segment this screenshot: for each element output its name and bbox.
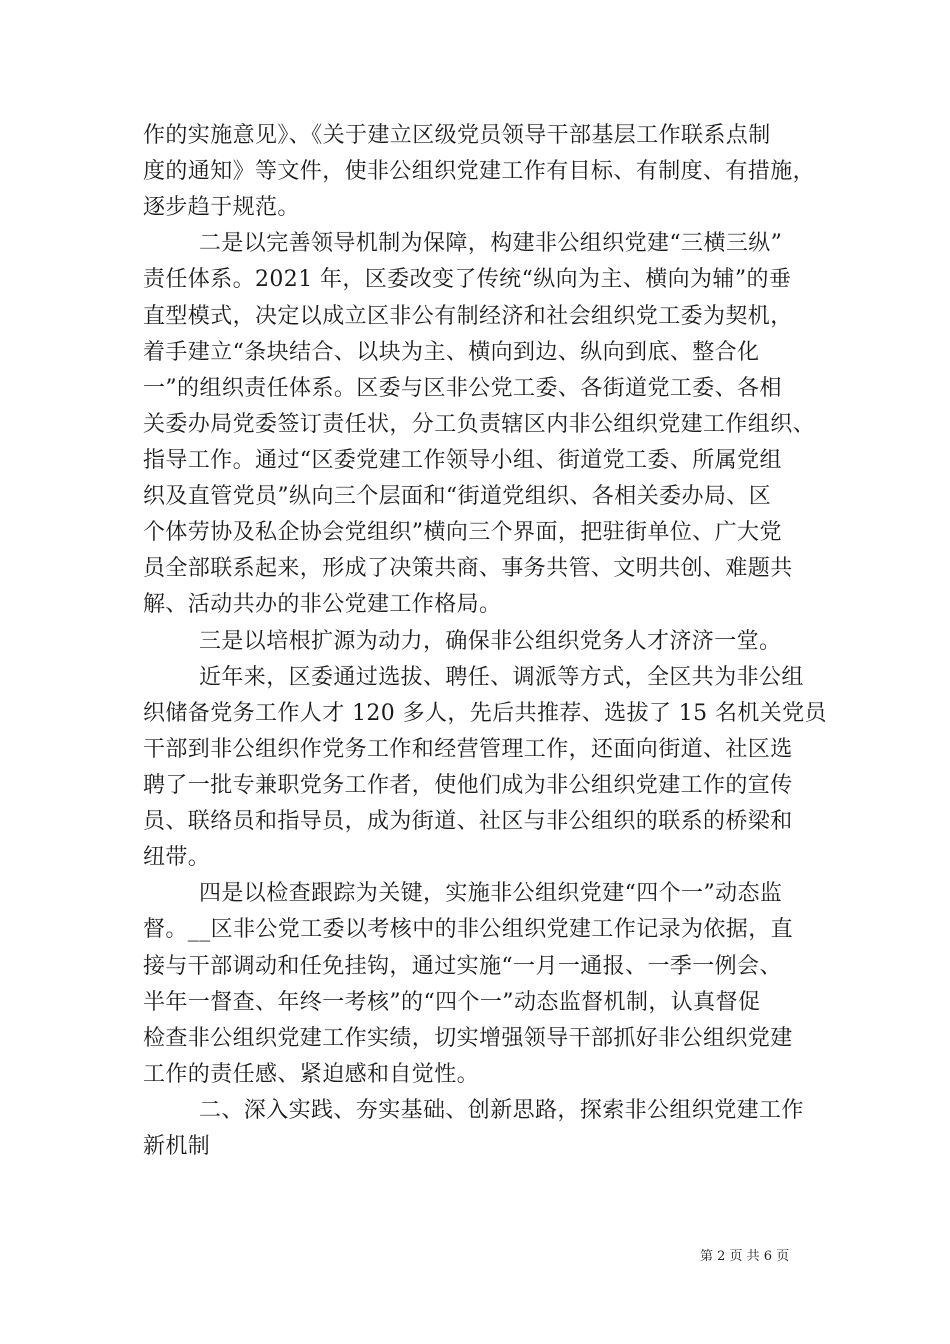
text-line: 责任体系。2021 年，区委改变了传统“纵向为主、横向为辅”的垂 <box>143 267 792 292</box>
text-line: 半年一督查、年终一考核”的“四个一”动态监督机制，认真督促 <box>143 990 761 1015</box>
paragraph-start-line: 四是以检查跟踪为关键，实施非公组织党建“四个一”动态监 <box>199 881 783 906</box>
text-line: 关委办局党委签订责任状，分工负责辖区内非公组织党建工作组织、 <box>143 412 816 437</box>
text-line: 织储备党务工作人才 120 多人，先后共推荐、选拔了 15 名机关党员 <box>143 701 827 726</box>
section-heading-line: 二、深入实践、夯实基础、创新思路，探索非公组织党建工作 <box>199 1098 804 1123</box>
paragraph-start-line: 三是以培根扩源为动力，确保非公组织党务人才济济一堂。 <box>199 629 782 654</box>
text-line: 员、联络员和指导员，成为街道、社区与非公组织的联系的桥梁和 <box>143 809 793 834</box>
text-line: 工作的责任感、紧迫感和自觉性。 <box>143 1062 480 1087</box>
text-line: 逐步趋于规范。 <box>143 195 300 220</box>
text-line: 纽带。 <box>143 845 211 870</box>
text-line: 指导工作。通过“区委党建工作领导小组、街道党工委、所属党组 <box>143 448 782 473</box>
text-line: 接与干部调动和任免挂钩，通过实施“一月一通报、一季一例会、 <box>143 954 782 979</box>
page-number-footer: 第 2 页 共 6 页 <box>700 1249 790 1264</box>
text-line: 着手建立“条块结合、以块为主、横向到边、纵向到底、整合化 <box>143 340 760 365</box>
text-line: 解、活动共办的非公党建工作格局。 <box>143 592 502 617</box>
text-line: 干部到非公组织作党务工作和经营管理工作，还面向街道、社区选 <box>143 737 793 762</box>
text-line: 直型模式，决定以成立区非公有制经济和社会组织党工委为契机， <box>143 304 793 329</box>
text-line: 个体劳协及私企协会党组织”横向三个界面，把驻街单位、广大党 <box>143 520 782 545</box>
text-line: 一”的组织责任体系。区委与区非公党工委、各街道党工委、各相 <box>143 376 782 401</box>
text-line: 织及直管党员”纵向三个层面和“街道党组织、各相关委办局、区 <box>143 484 772 509</box>
text-line: 员全部联系起来，形成了决策共商、事务共管、文明共创、难题共 <box>143 556 793 581</box>
text-line: 检查非公组织党建工作实绩，切实增强领导干部抓好非公组织党建 <box>143 1026 793 1051</box>
paragraph-start-line: 二是以完善领导机制为保障，构建非公组织党建“三横三纵” <box>199 231 783 256</box>
text-line: 督。__区非公党工委以考核中的非公组织党建工作记录为依据，直 <box>143 917 794 942</box>
text-line: 度的通知》等文件，使非公组织党建工作有目标、有制度、有措施， <box>143 159 816 184</box>
text-line: 聘了一批专兼职党务工作者，使他们成为非公组织党建工作的宣传 <box>143 773 793 798</box>
paragraph-start-line: 近年来，区委通过选拔、聘任、调派等方式，全区共为非公组 <box>199 665 804 690</box>
section-heading-line: 新机制 <box>143 1134 211 1159</box>
text-line: 作的实施意见》、《关于建立区级党员领导干部基层工作联系点制 <box>143 123 771 148</box>
